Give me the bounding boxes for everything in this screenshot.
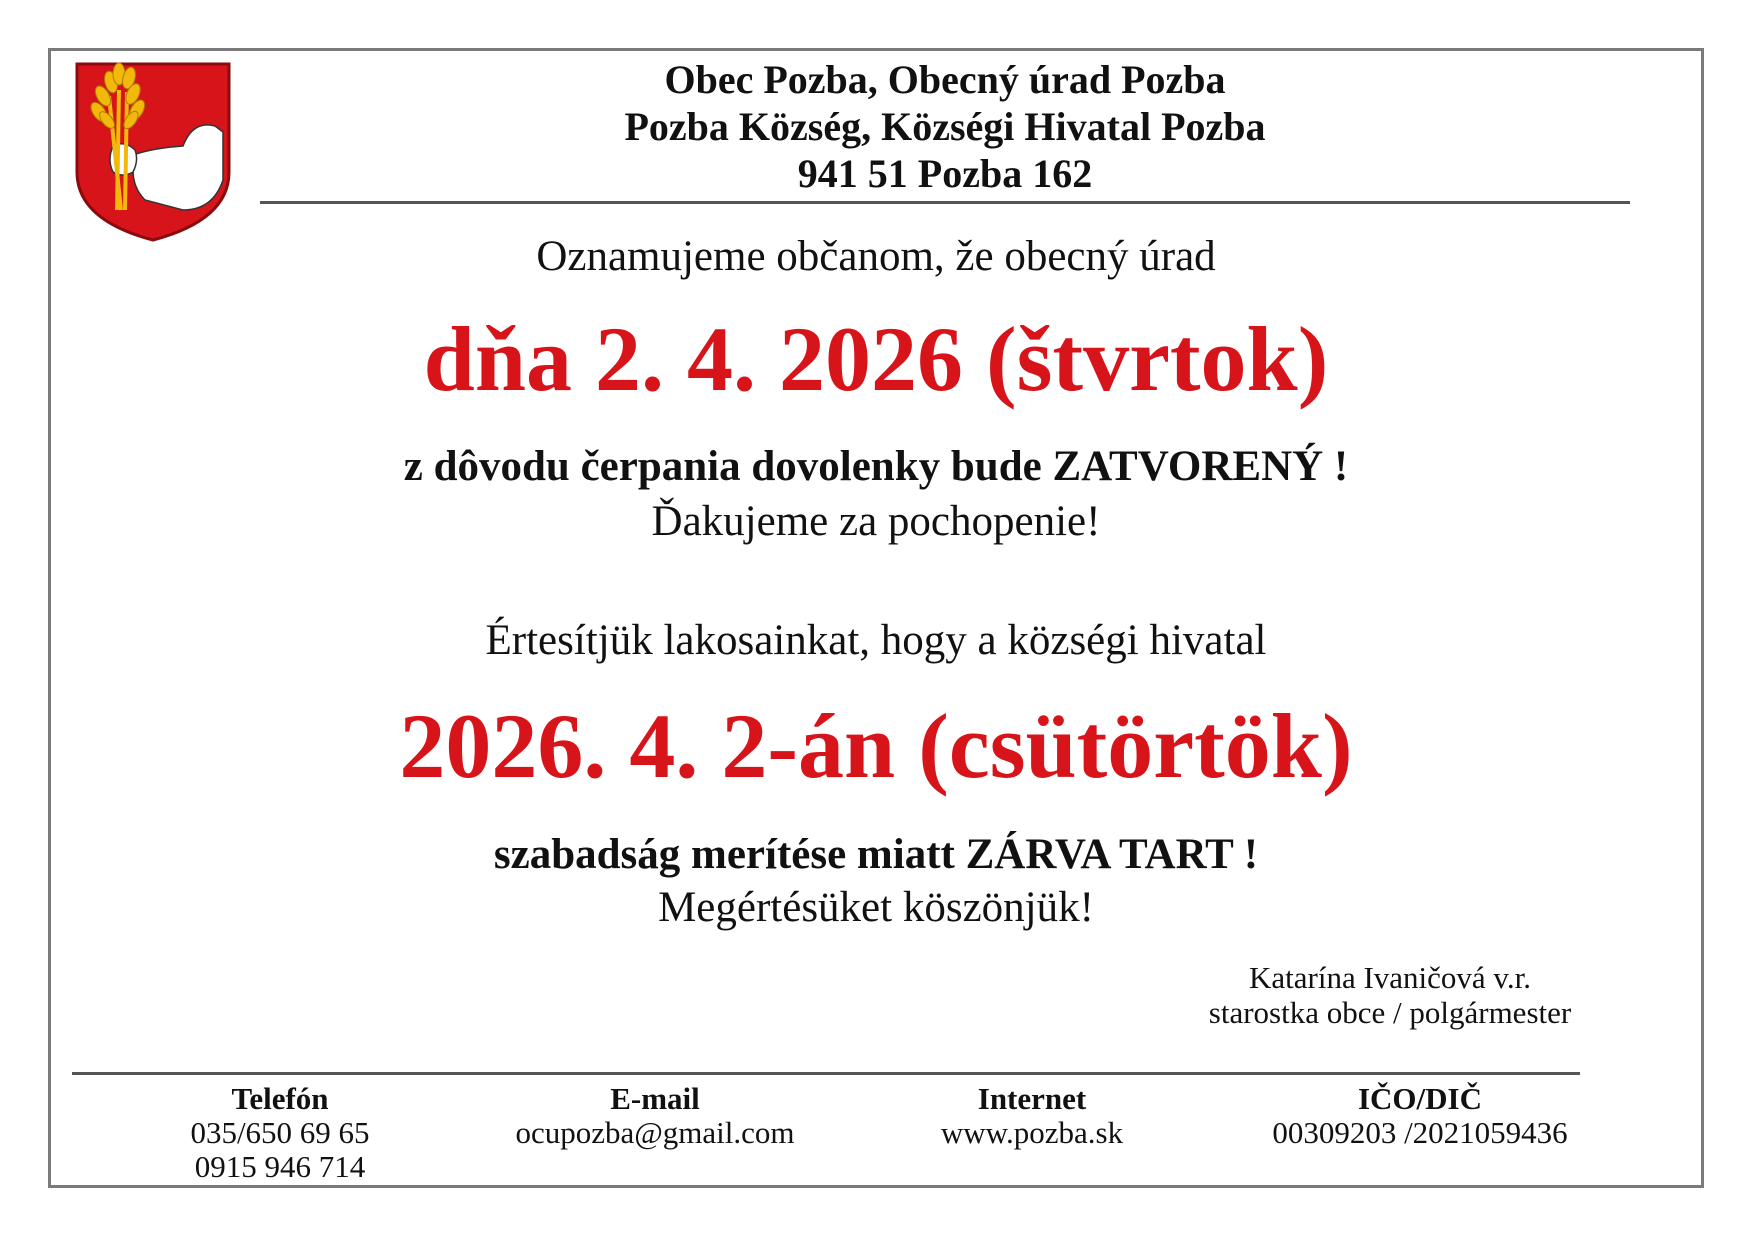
footer-divider	[72, 1072, 1580, 1075]
footer-email-label: E-mail	[610, 1081, 700, 1116]
header-municipality: Obec Pozba, Obecný úrad Pozba	[664, 57, 1226, 102]
footer-phone-value-1: 035/650 69 65	[190, 1115, 370, 1150]
notice-sk-thanks: Ďakujeme za pochopenie!	[651, 498, 1101, 545]
signature-title: starostka obce / polgármester	[1208, 995, 1572, 1030]
footer-ids-value: 00309203 /2021059436	[1272, 1115, 1568, 1150]
footer-internet-value[interactable]: www.pozba.sk	[940, 1115, 1124, 1150]
notice-hu-date: 2026. 4. 2-án (csütörtök)	[399, 695, 1353, 797]
notice-hu-thanks: Megértésüket köszönjük!	[658, 884, 1094, 931]
footer-email	[465, 1082, 845, 1150]
notice-hu-reason: szabadság merítése miatt ZÁRVA TART !	[493, 831, 1259, 878]
header-address: 941 51 Pozba 162	[797, 151, 1093, 196]
contact-footer	[130, 1082, 1630, 1182]
footer-ids	[1230, 1082, 1610, 1150]
footer-email-value[interactable]: ocupozba@gmail.com	[515, 1115, 795, 1150]
footer-internet-label: Internet	[977, 1081, 1087, 1116]
footer-phone-value-2: 0915 946 714	[194, 1149, 366, 1184]
footer-ids-label: IČO/DIČ	[1357, 1081, 1482, 1116]
header-divider	[260, 201, 1630, 204]
footer-internet	[842, 1082, 1222, 1150]
office-header	[260, 56, 1630, 197]
notice-sk-intro: Oznamujeme občanom, že obecný úrad	[536, 233, 1216, 280]
footer-phone	[90, 1082, 470, 1184]
notice-sk-reason: z dôvodu čerpania dovolenky bude ZATVORENÝ !	[403, 443, 1349, 490]
notice-hu-intro: Értesítjük lakosainkat, hogy a községi hivatal	[485, 617, 1267, 664]
coat-of-arms-icon	[73, 60, 233, 244]
header-municipality-hu: Pozba Község, Községi Hivatal Pozba	[624, 104, 1266, 149]
notice-sk-date: dňa 2. 4. 2026 (štvrtok)	[423, 308, 1329, 410]
signature-name: Katarína Ivaničová v.r.	[1248, 960, 1532, 995]
footer-phone-label: Telefón	[231, 1081, 329, 1116]
